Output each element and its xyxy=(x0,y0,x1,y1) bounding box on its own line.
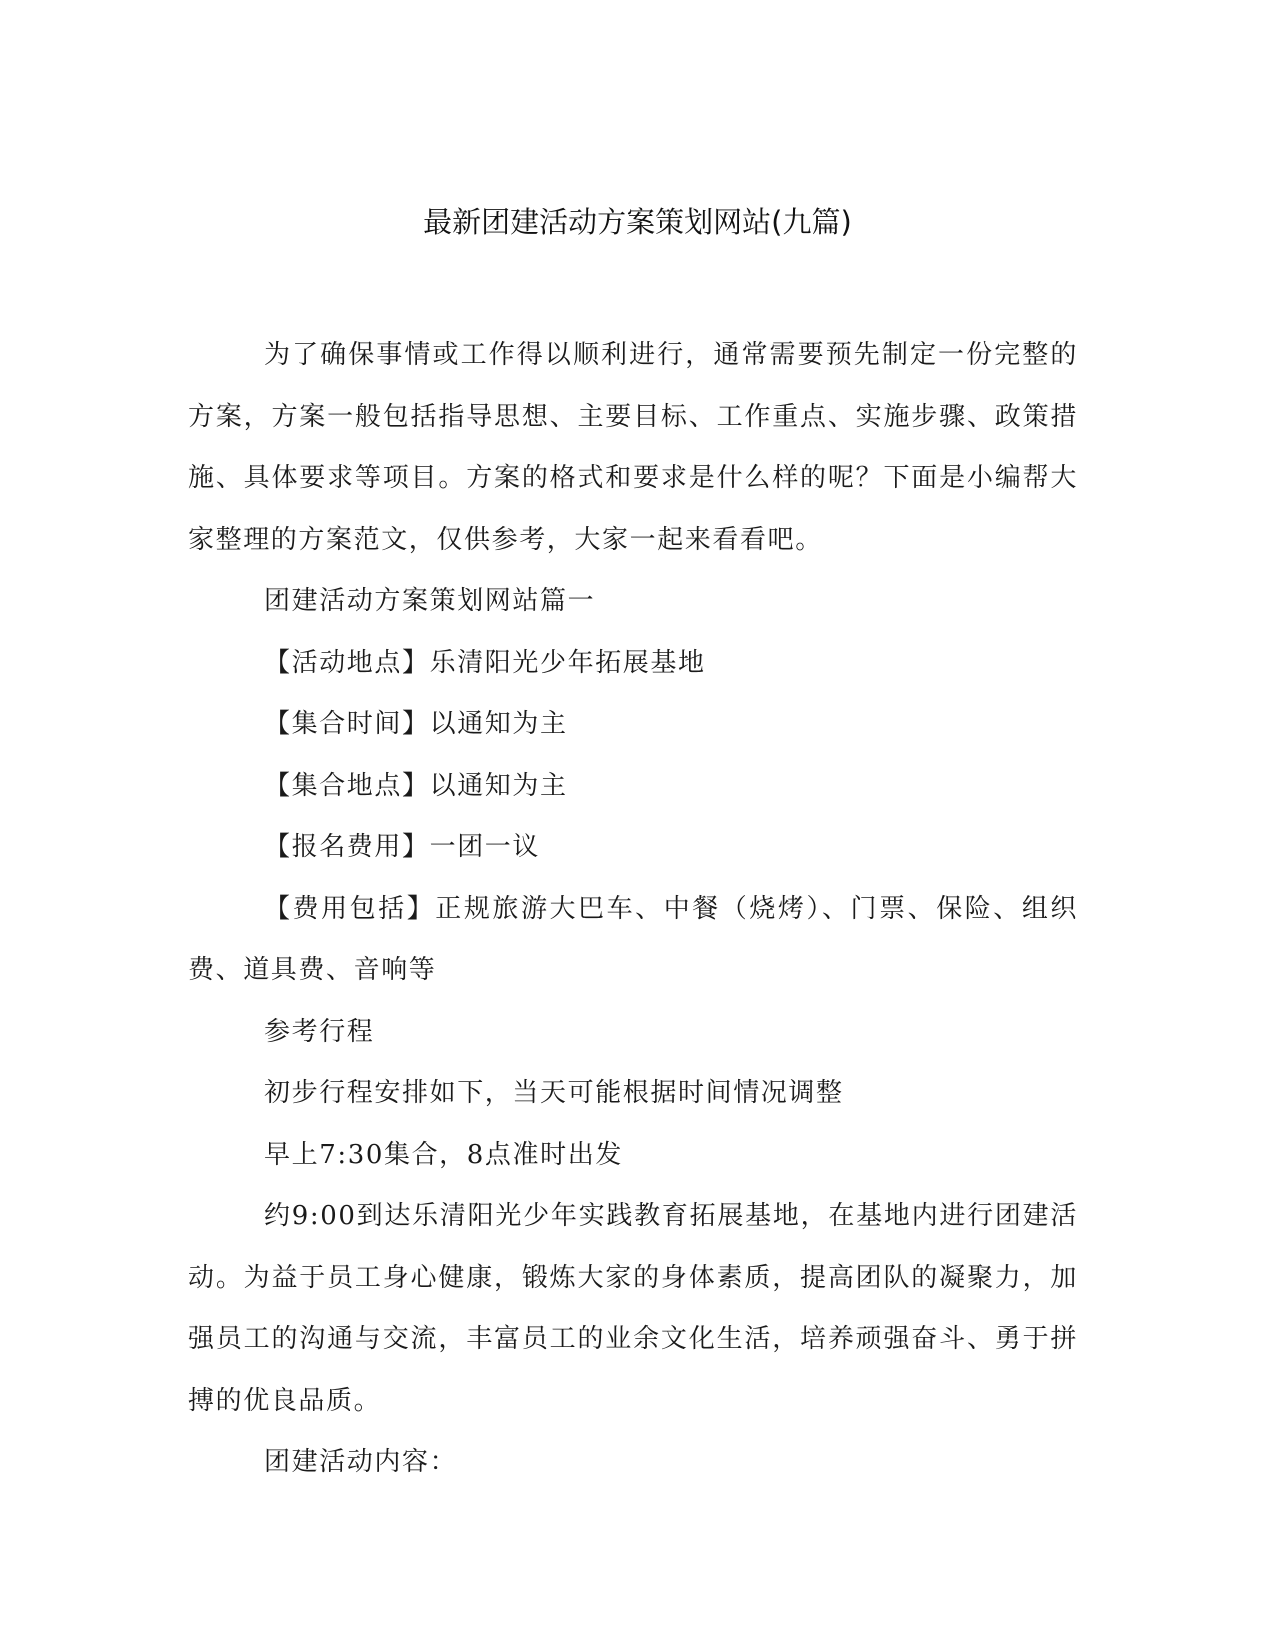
itinerary-heading: 参考行程 xyxy=(264,1016,375,1047)
registration-fee: 【报名费用】一团一议 xyxy=(264,832,541,862)
activity-location: 【活动地点】乐清阳光少年拓展基地 xyxy=(264,647,706,678)
fee-includes: 【费用包括】正规旅游大巴车、中餐（烧烤）、门票、保险、组织费、道具费、音响等 xyxy=(188,893,1078,985)
document-title: 最新团建活动方案策划网站(九篇) xyxy=(423,205,852,239)
itinerary-departure: 早上7:30集合，8点准时出发 xyxy=(264,1139,623,1170)
document-body xyxy=(188,325,1078,1494)
intro-paragraph: 为了确保事情或工作得以顺利进行，通常需要预先制定一份完整的方案，方案一般包括指导思想、主要目标、工作重点、实施步骤、政策措施、具体要求等项目。方案的格式和要求是什么样的呢？下面是小编帮大家整理的方案范文，仅供参考，大家一起来看看吧。 xyxy=(188,340,1078,555)
meeting-place: 【集合地点】以通知为主 xyxy=(264,770,568,801)
activity-content-heading: 团建活动内容： xyxy=(264,1447,458,1477)
itinerary-note: 初步行程安排如下，当天可能根据时间情况调整 xyxy=(264,1078,844,1108)
itinerary-arrival: 约9:00到达乐清阳光少年实践教育拓展基地，在基地内进行团建活动。为益于员工身心健康，锻炼大家的身体素质，提高团队的凝聚力，加强员工的沟通与交流，丰富员工的业余文化生活，培养顽强奋斗、勇于拼搏的优良品质。 xyxy=(188,1201,1078,1416)
meeting-time: 【集合时间】以通知为主 xyxy=(264,709,568,739)
section-heading: 团建活动方案策划网站篇一 xyxy=(264,586,596,616)
